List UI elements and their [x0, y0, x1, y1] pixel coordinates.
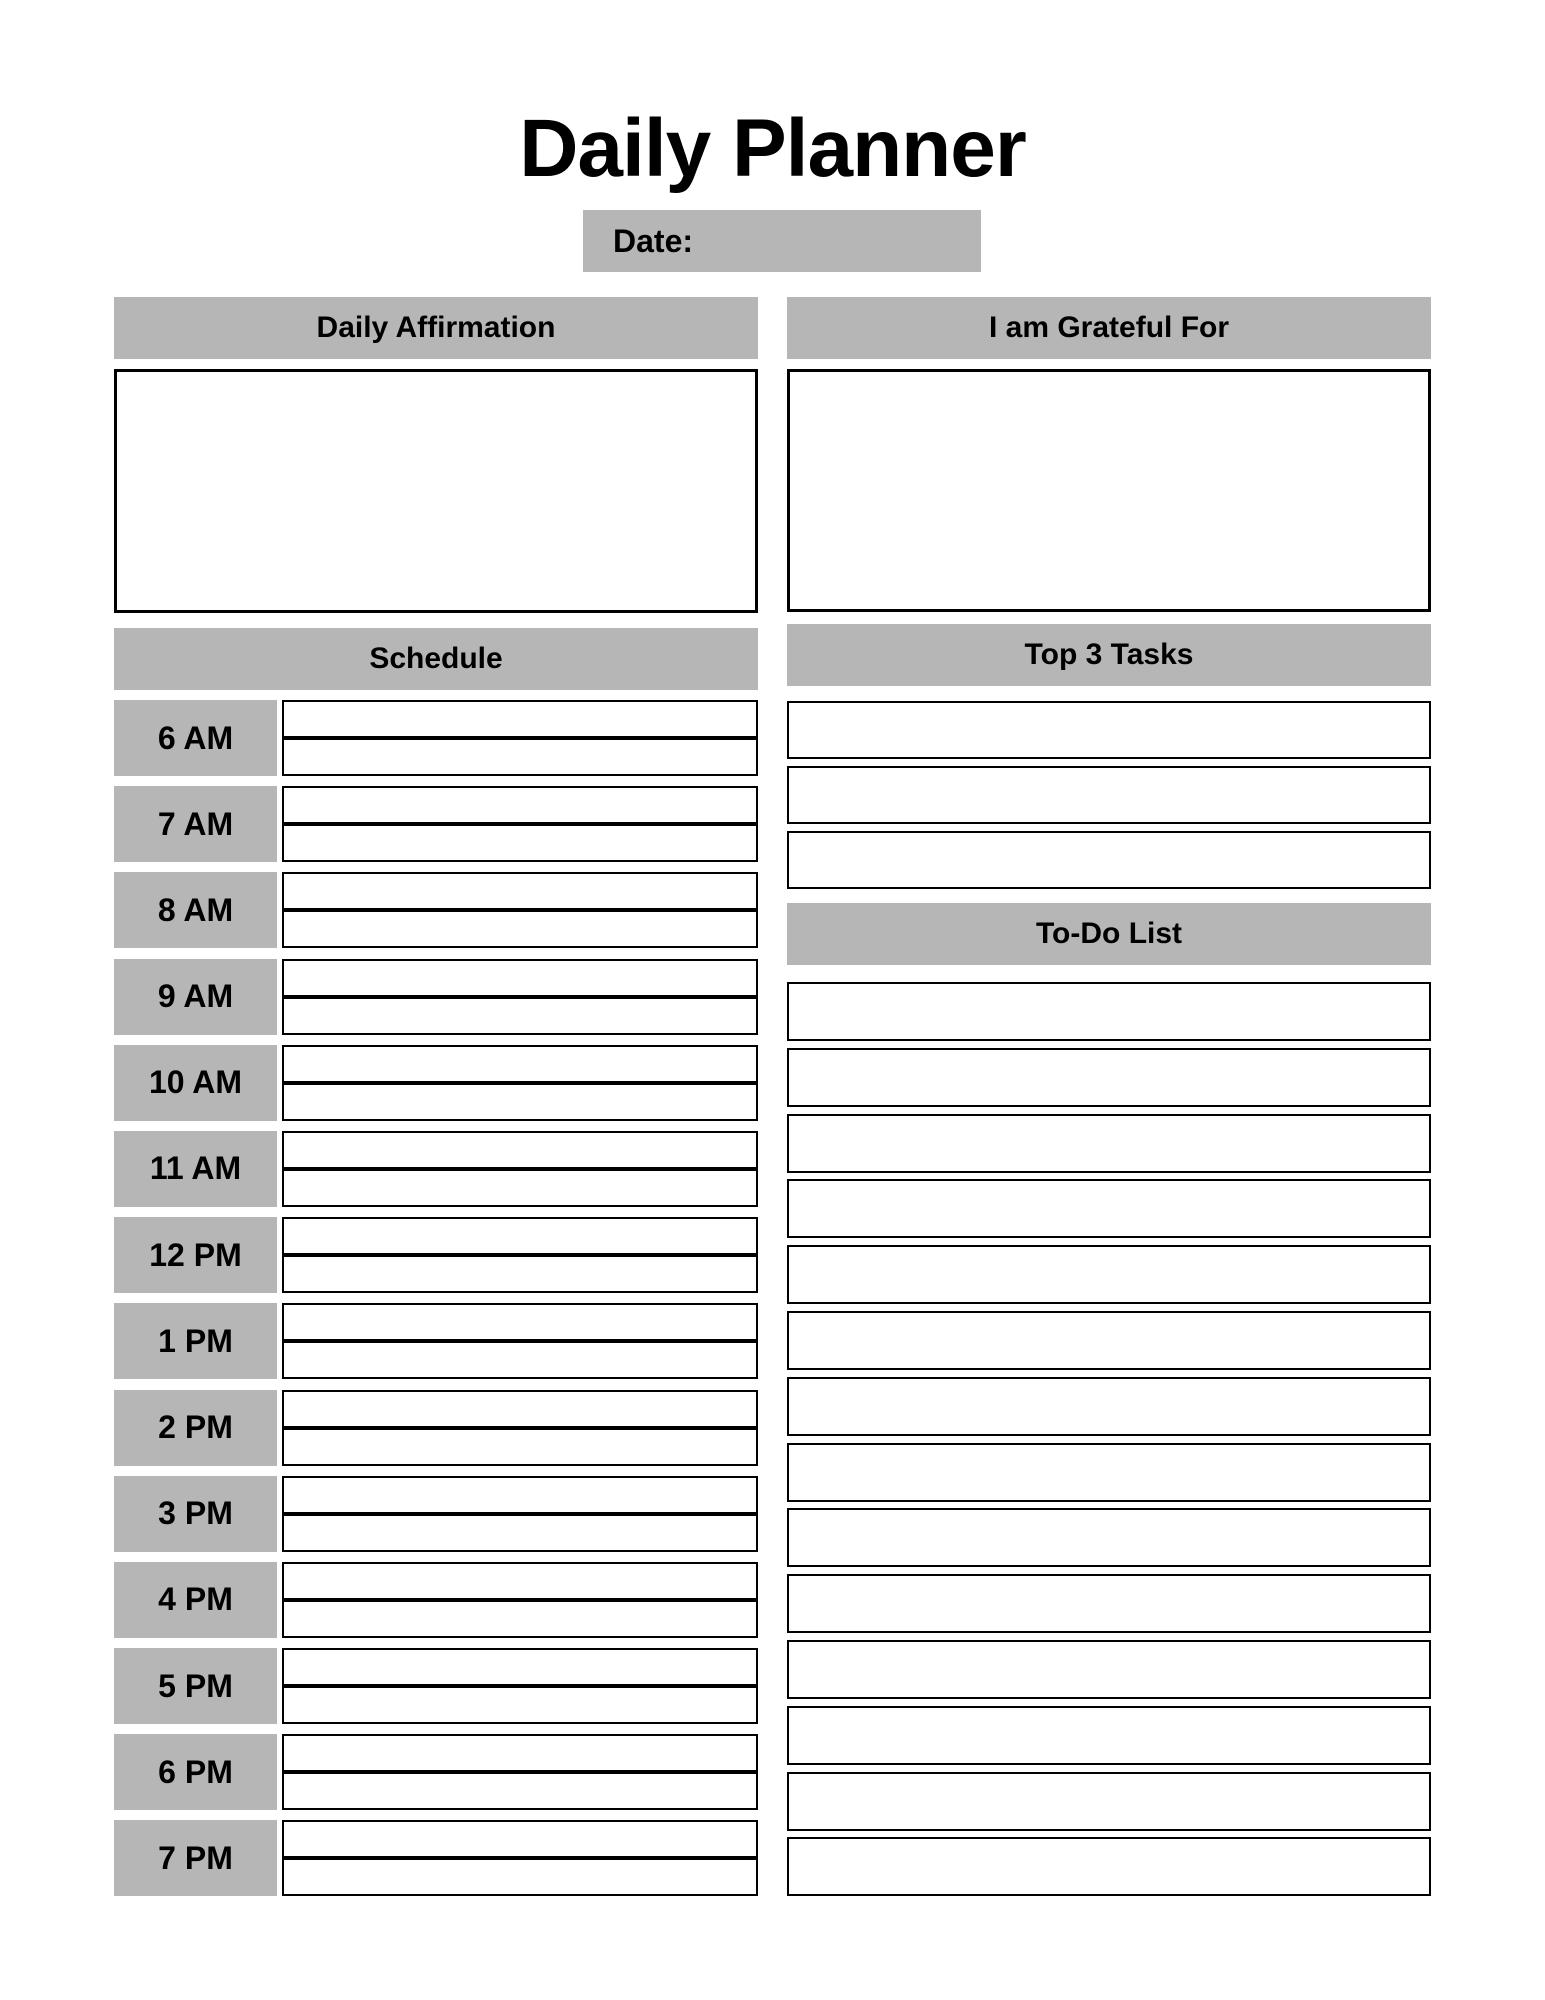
schedule-entry-line-1[interactable]	[284, 1047, 756, 1081]
todo-input[interactable]	[787, 1706, 1431, 1765]
schedule-entry-line-2[interactable]	[284, 1343, 756, 1377]
todo-input[interactable]	[787, 1179, 1431, 1238]
schedule-entry-line-2[interactable]	[284, 1602, 756, 1636]
top-tasks-header: Top 3 Tasks	[787, 624, 1431, 686]
schedule-cell	[282, 872, 758, 948]
schedule-entry-line-2[interactable]	[284, 826, 756, 860]
top-tasks-list	[787, 701, 1431, 889]
schedule-entry-line-1[interactable]	[284, 1650, 756, 1684]
time-label: 8 AM	[114, 872, 277, 948]
todo-input[interactable]	[787, 1048, 1431, 1107]
date-bar	[583, 210, 981, 272]
todo-input[interactable]	[787, 1772, 1431, 1831]
time-label: 9 AM	[114, 959, 277, 1035]
schedule-cell	[282, 1820, 758, 1896]
todo-input[interactable]	[787, 1114, 1431, 1173]
schedule-row	[114, 1131, 758, 1207]
schedule-row	[114, 1734, 758, 1810]
schedule-cell	[282, 1045, 758, 1121]
schedule-entry-line-2[interactable]	[284, 1257, 756, 1291]
grateful-header: I am Grateful For	[787, 297, 1431, 359]
schedule-entry-line-2[interactable]	[284, 1085, 756, 1119]
grateful-box[interactable]	[787, 369, 1431, 612]
schedule-row	[114, 700, 758, 776]
schedule-cell	[282, 786, 758, 862]
todo-input[interactable]	[787, 982, 1431, 1041]
schedule-entry-line-2[interactable]	[284, 1171, 756, 1205]
time-label: 6 AM	[114, 700, 277, 776]
schedule-entry-line-2[interactable]	[284, 1774, 756, 1808]
todo-input[interactable]	[787, 1508, 1431, 1567]
time-label: 10 AM	[114, 1045, 277, 1121]
schedule-entry-line-2[interactable]	[284, 1516, 756, 1550]
schedule-row	[114, 1648, 758, 1724]
todo-input[interactable]	[787, 1311, 1431, 1370]
todo-input[interactable]	[787, 1245, 1431, 1304]
schedule-row	[114, 1390, 758, 1466]
schedule-entry-line-1[interactable]	[284, 1133, 756, 1167]
schedule-entry-line-1[interactable]	[284, 1564, 756, 1598]
todo-input[interactable]	[787, 1640, 1431, 1699]
schedule-entry-line-1[interactable]	[284, 1305, 756, 1339]
schedule-cell	[282, 1217, 758, 1293]
schedule-row	[114, 1303, 758, 1379]
schedule-cell	[282, 700, 758, 776]
page-title: Daily Planner	[519, 103, 1026, 194]
todo-header: To-Do List	[787, 903, 1431, 965]
schedule-entry-line-1[interactable]	[284, 788, 756, 822]
schedule-cell	[282, 1562, 758, 1638]
schedule-entry-line-1[interactable]	[284, 1736, 756, 1770]
schedule-entry-line-1[interactable]	[284, 1392, 756, 1426]
schedule-entry-line-2[interactable]	[284, 999, 756, 1033]
schedule-entry-line-2[interactable]	[284, 1860, 756, 1894]
top-task-input[interactable]	[787, 766, 1431, 824]
date-label: Date:	[613, 222, 694, 259]
time-label: 5 PM	[114, 1648, 277, 1724]
schedule-cell	[282, 1390, 758, 1466]
schedule-cell	[282, 1131, 758, 1207]
time-label: 4 PM	[114, 1562, 277, 1638]
todo-input[interactable]	[787, 1837, 1431, 1896]
schedule-entry-line-1[interactable]	[284, 874, 756, 908]
schedule-row	[114, 1217, 758, 1293]
schedule-entry-line-1[interactable]	[284, 961, 756, 995]
schedule-header: Schedule	[114, 628, 758, 690]
schedule-entry-line-1[interactable]	[284, 702, 756, 736]
schedule-entry-line-1[interactable]	[284, 1822, 756, 1856]
todo-input[interactable]	[787, 1443, 1431, 1502]
schedule-row	[114, 1476, 758, 1552]
schedule-entry-line-1[interactable]	[284, 1219, 756, 1253]
time-label: 2 PM	[114, 1390, 277, 1466]
schedule-entry-line-2[interactable]	[284, 912, 756, 946]
schedule-entry-line-2[interactable]	[284, 1688, 756, 1722]
time-label: 6 PM	[114, 1734, 277, 1810]
schedule-cell	[282, 959, 758, 1035]
time-label: 12 PM	[114, 1217, 277, 1293]
top-task-input[interactable]	[787, 701, 1431, 759]
schedule-row	[114, 786, 758, 862]
time-label: 7 PM	[114, 1820, 277, 1896]
schedule-cell	[282, 1648, 758, 1724]
time-label: 11 AM	[114, 1131, 277, 1207]
affirmation-box[interactable]	[114, 369, 758, 613]
schedule-cell	[282, 1476, 758, 1552]
time-label: 3 PM	[114, 1476, 277, 1552]
schedule-entry-line-1[interactable]	[284, 1478, 756, 1512]
todo-input[interactable]	[787, 1574, 1431, 1633]
time-label: 7 AM	[114, 786, 277, 862]
time-label: 1 PM	[114, 1303, 277, 1379]
todo-input[interactable]	[787, 1377, 1431, 1436]
schedule-entry-line-2[interactable]	[284, 740, 756, 774]
schedule-row	[114, 872, 758, 948]
schedule-cell	[282, 1734, 758, 1810]
schedule-cell	[282, 1303, 758, 1379]
top-task-input[interactable]	[787, 831, 1431, 889]
date-input[interactable]	[693, 210, 981, 272]
todo-list	[787, 982, 1431, 1896]
schedule-row	[114, 1820, 758, 1896]
schedule-row	[114, 1562, 758, 1638]
schedule-entry-line-2[interactable]	[284, 1430, 756, 1464]
schedule-rows	[114, 700, 758, 1896]
schedule-row	[114, 959, 758, 1035]
affirmation-header: Daily Affirmation	[114, 297, 758, 359]
schedule-row	[114, 1045, 758, 1121]
